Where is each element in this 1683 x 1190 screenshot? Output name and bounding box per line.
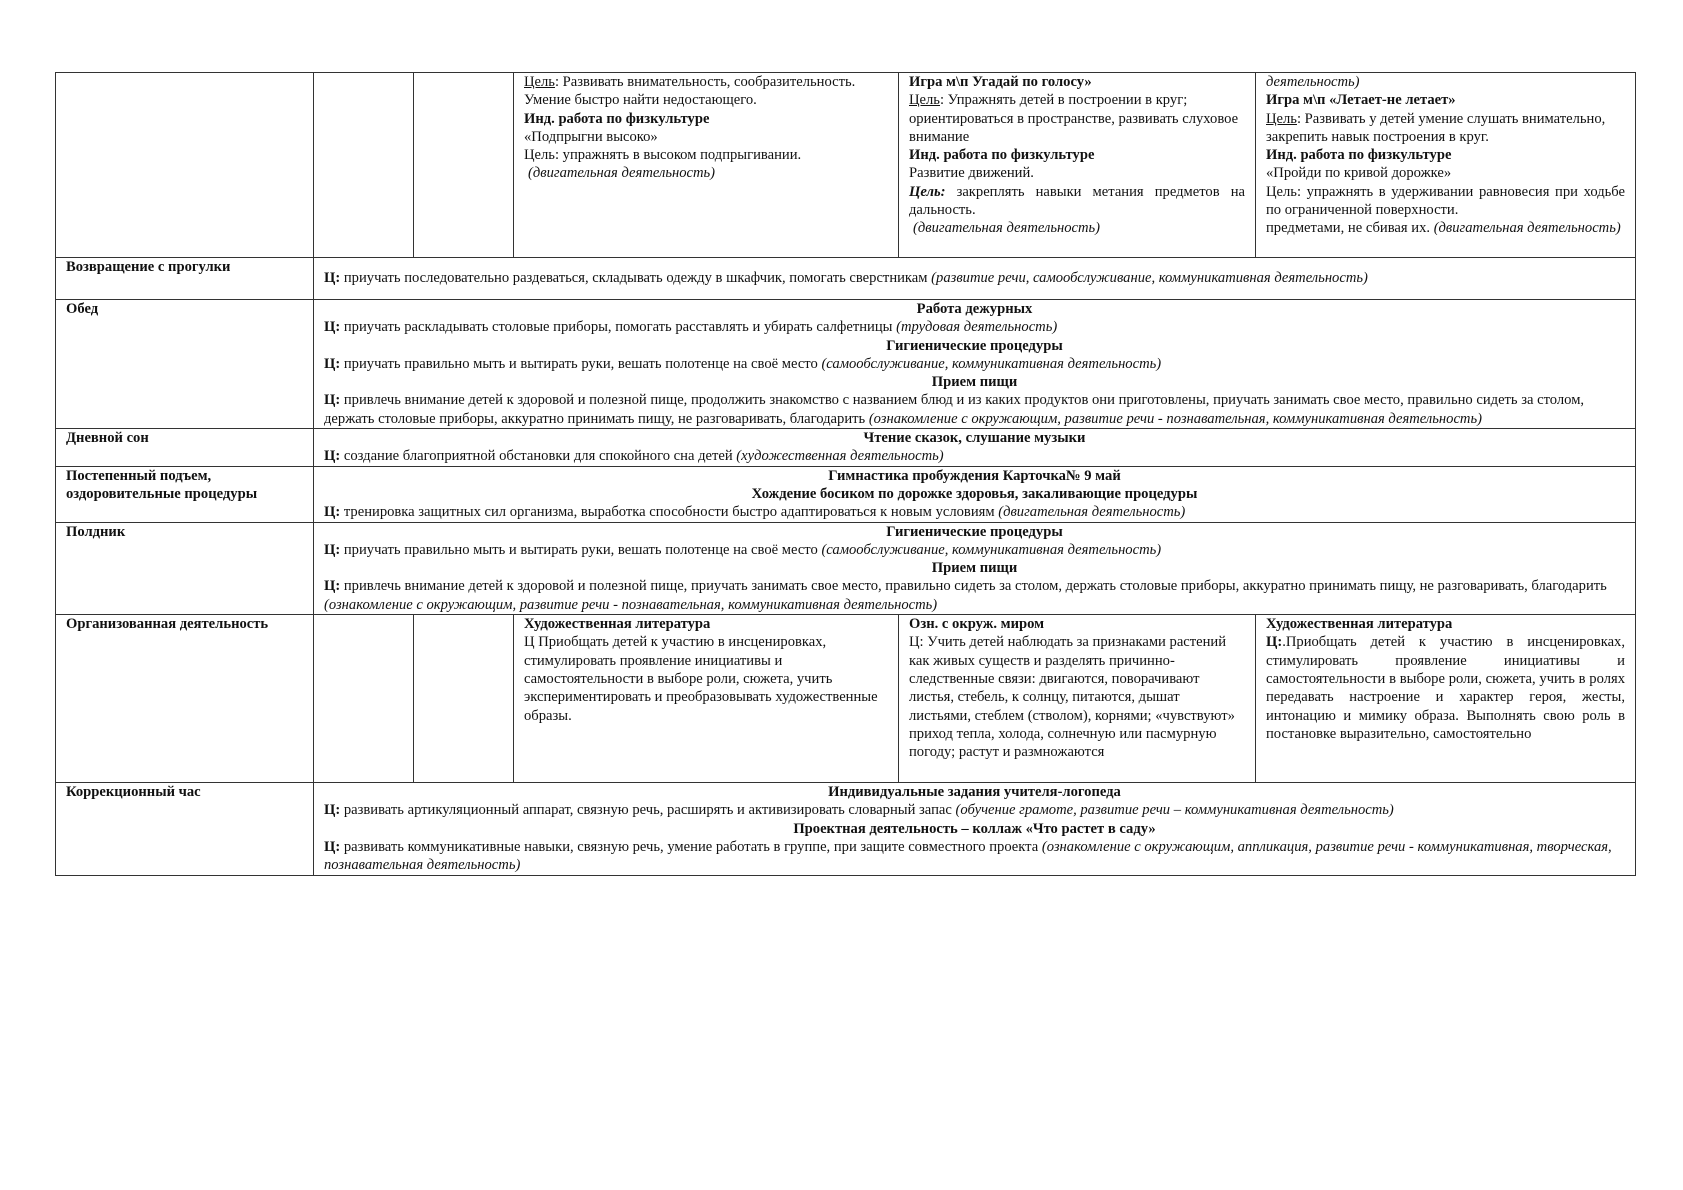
table-row-organized xyxy=(56,615,1636,783)
empty-cell xyxy=(414,615,514,783)
empty-cell xyxy=(314,615,414,783)
walk-cell-2: Игра м\п Угадай по голосу» Цель: Упражнять детей в построении в круг; ориентироваться в пространстве, развивать слуховое внимание Инд. работа по физкультуре Развитие движений. Цель: закреплять навыки метания предметов на дальность. (двигательная деятельность) xyxy=(899,73,1256,258)
table-row-correction xyxy=(56,783,1636,875)
lunch-cell: Работа дежурных Ц: приучать раскладывать столовые приборы, помогать расставлять и убирать салфетницы (трудовая деятельность) Гигиенические процедуры Ц: приучать правильно мыть и вытирать руки, вешать полотенце на своё место (самообслуживание, коммуникативная деятельность) Прием пищи Ц: привлечь внимание детей к здоровой и полезной пище, продолжить знакомство с названием блюд и из каких продуктов они приготовлены, приучать занимать свое место, правильно сидеть за столом, держать столовые приборы, аккуратно принимать пищу, не разговаривать, благодарить (ознакомление с окружающим, развитие речи - познавательная, коммуникативная деятельность) xyxy=(314,300,1636,429)
table-row-snack xyxy=(56,522,1636,614)
daily-plan-table xyxy=(55,72,1636,876)
snack-cell: Гигиенические процедуры Ц: приучать правильно мыть и вытирать руки, вешать полотенце на своё место (самообслуживание, коммуникативная деятельность) Прием пищи Ц: привлечь внимание детей к здоровой и полезной пище, приучать занимать свое место, правильно сидеть за столом, держать столовые приборы, аккуратно принимать пищу, не разговаривать, благодарить (ознакомление с окружающим, развитие речи - познавательная, коммуникативная деятельность) xyxy=(314,522,1636,614)
walk-cell-3: деятельность) Игра м\п «Летает-не летает» Цель: Развивать у детей умение слушать внимательно, закрепить навык построения в круг. Инд. работа по физкультуре «Пройди по кривой дорожке» Цель: упражнять в удерживании равновесия при ходьбе по ограниченной поверхности. предметами, не сбивая их. (двигательная деятельность) xyxy=(1256,73,1636,258)
table-row-lunch xyxy=(56,300,1636,429)
organized-cell-2: Озн. с окруж. миром Ц: Учить детей наблюдать за признаками растений как живых существ и разделять причинно-следственные связи: двигаются, поворачивают листья, стебель, к солнцу, питаются, дышат листьями, стеблем (стволом), корнями; «чувствуют» приход тепла, холода, солнечную или пасмурную погоду; растут и размножаются xyxy=(899,615,1256,783)
return-walk-cell: Ц: приучать последовательно раздеваться, складывать одежду в шкафчик, помогать сверстникам (развитие речи, самообслуживание, коммуникативная деятельность) xyxy=(314,258,1636,300)
walk-cell-1: Цель: Развивать внимательность, сообразительность. Умение быстро найти недостающего. Инд. работа по физкультуре «Подпрыгни высоко» Цель: упражнять в высоком подпрыгивании. (двигательная деятельность) xyxy=(514,73,899,258)
nap-cell: Чтение сказок, слушание музыки Ц: создание благоприятной обстановки для спокойного сна детей (художественная деятельность) xyxy=(314,429,1636,467)
empty-cell xyxy=(314,73,414,258)
row-label: Постепенный подъем, оздоровительные процедуры xyxy=(56,466,314,522)
empty-cell xyxy=(414,73,514,258)
row-label: Организованная деятельность xyxy=(56,615,314,783)
table-row-nap xyxy=(56,429,1636,467)
correction-cell: Индивидуальные задания учителя-логопеда Ц: развивать артикуляционный аппарат, связную речь, расширять и активизировать словарный запас (обучение грамоте, развитие речи – коммуникативная деятельность) Проектная деятельность – коллаж «Что растет в саду» Ц: развивать коммуникативные навыки, связную речь, умение работать в группе, при защите совместного проекта (ознакомление с окружающим, аппликация, развитие речи - коммуникативная, творческая, познавательная деятельность) xyxy=(314,783,1636,875)
row-label: Дневной сон xyxy=(56,429,314,467)
organized-cell-3: Художественная литература Ц:.Приобщать детей к участию в инсценировках, стимулировать проявление инициативы и самостоятельности в выборе роли, сюжета, учить в ролях передавать настроение и характер героя, жесты, интонацию и мимику образа. Выполнять свою роль в постановке выразительно, самостоятельно xyxy=(1256,615,1636,783)
table-row-return-walk xyxy=(56,258,1636,300)
wakeup-cell: Гимнастика пробуждения Карточка№ 9 май Хождение босиком по дорожке здоровья, закаливающие процедуры Ц: тренировка защитных сил организма, выработка способности быстро адаптироваться к новым условиям (двигательная деятельность) xyxy=(314,466,1636,522)
table-row-walk-games xyxy=(56,73,1636,258)
row-label: Возвращение с прогулки xyxy=(56,258,314,300)
row-label: Полдник xyxy=(56,522,314,614)
row-label: Обед xyxy=(56,300,314,429)
row-label-empty xyxy=(56,73,314,258)
document-page xyxy=(55,72,1635,876)
organized-cell-1: Художественная литература Ц Приобщать детей к участию в инсценировках, стимулировать проявление инициативы и самостоятельности в выборе роли, сюжета, учить экспериментировать и преобразовывать художественные образы. xyxy=(514,615,899,783)
table-row-wakeup xyxy=(56,466,1636,522)
row-label: Коррекционный час xyxy=(56,783,314,875)
